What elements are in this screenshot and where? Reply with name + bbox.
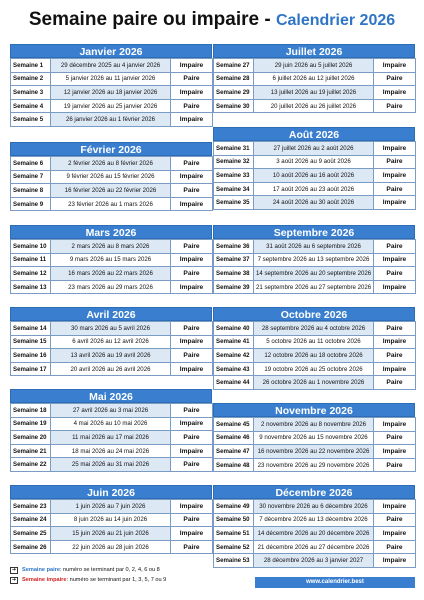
week-number: Semaine 35 bbox=[214, 196, 254, 210]
week-row bbox=[11, 240, 213, 254]
week-date-range: 15 juin 2026 au 21 juin 2026 bbox=[51, 527, 171, 541]
week-row bbox=[11, 267, 213, 281]
week-parity: Paire bbox=[171, 349, 213, 363]
arrow-icon: ➜ bbox=[11, 566, 17, 573]
week-number: Semaine 45 bbox=[214, 418, 254, 432]
week-date-range: 18 mai 2026 au 24 mai 2026 bbox=[51, 444, 171, 458]
week-number: Semaine 48 bbox=[214, 458, 254, 472]
week-parity: Impaire bbox=[171, 253, 213, 267]
week-number: Semaine 32 bbox=[214, 155, 254, 169]
week-date-range: 8 juin 2026 au 14 juin 2026 bbox=[51, 513, 171, 527]
week-parity: Paire bbox=[374, 72, 416, 86]
week-parity: Impaire bbox=[374, 142, 416, 156]
week-parity: Impaire bbox=[171, 197, 213, 211]
week-date-range: 23 février 2026 au 1 mars 2026 bbox=[51, 197, 171, 211]
legend-impaire-text: : numéro se terminant par 1, 3, 5, 7 ou 9 bbox=[66, 577, 167, 583]
week-date-range: 22 juin 2026 au 28 juin 2026 bbox=[51, 540, 171, 554]
week-parity: Impaire bbox=[374, 527, 416, 541]
week-parity: Impaire bbox=[374, 169, 416, 183]
week-number: Semaine 15 bbox=[11, 335, 51, 349]
week-table bbox=[10, 403, 213, 472]
week-table bbox=[10, 58, 213, 127]
week-date-range: 3 août 2026 au 9 août 2026 bbox=[254, 155, 374, 169]
week-row bbox=[214, 196, 416, 210]
legend-impaire-label: Semaine impaire bbox=[22, 577, 67, 583]
week-date-range: 9 mars 2026 au 15 mars 2026 bbox=[51, 253, 171, 267]
week-table bbox=[10, 321, 213, 376]
week-date-range: 30 mars 2026 au 5 avril 2026 bbox=[51, 322, 171, 336]
week-row bbox=[11, 322, 213, 336]
week-parity: Paire bbox=[374, 155, 416, 169]
legend-paire-text: : numéro se terminant par 0, 2, 4, 6 ou 8 bbox=[59, 567, 160, 573]
week-table bbox=[213, 321, 416, 390]
month-header: Juin 2026 bbox=[10, 485, 212, 499]
week-number: Semaine 26 bbox=[11, 540, 51, 554]
week-number: Semaine 11 bbox=[11, 253, 51, 267]
week-date-range: 24 août 2026 au 30 août 2026 bbox=[254, 196, 374, 210]
month-block bbox=[10, 225, 212, 294]
week-parity: Paire bbox=[171, 157, 213, 171]
week-number: Semaine 7 bbox=[11, 170, 51, 184]
week-row bbox=[214, 280, 416, 294]
week-parity: Paire bbox=[374, 376, 416, 390]
week-number: Semaine 4 bbox=[11, 99, 51, 113]
week-date-range: 10 août 2026 au 16 août 2026 bbox=[254, 169, 374, 183]
week-parity: Paire bbox=[374, 349, 416, 363]
week-parity: Impaire bbox=[171, 444, 213, 458]
week-row bbox=[214, 376, 416, 390]
week-parity: Impaire bbox=[374, 280, 416, 294]
week-number: Semaine 43 bbox=[214, 362, 254, 376]
week-row bbox=[11, 458, 213, 472]
week-number: Semaine 19 bbox=[11, 417, 51, 431]
week-row bbox=[11, 431, 213, 445]
week-number: Semaine 37 bbox=[214, 253, 254, 267]
month-header: Septembre 2026 bbox=[213, 225, 415, 239]
week-number: Semaine 47 bbox=[214, 445, 254, 459]
week-date-range: 12 janvier 2026 au 18 janvier 2026 bbox=[51, 86, 171, 100]
week-table bbox=[213, 417, 416, 472]
week-date-range: 23 mars 2026 au 29 mars 2026 bbox=[51, 280, 171, 294]
week-date-range: 20 juillet 2026 au 26 juillet 2026 bbox=[254, 99, 374, 113]
week-row bbox=[11, 500, 213, 514]
month-header: Août 2026 bbox=[213, 127, 415, 141]
month-block bbox=[213, 44, 415, 113]
week-row bbox=[11, 527, 213, 541]
week-number: Semaine 16 bbox=[11, 349, 51, 363]
week-row bbox=[11, 170, 213, 184]
week-row bbox=[214, 322, 416, 336]
week-number: Semaine 36 bbox=[214, 240, 254, 254]
month-block bbox=[213, 127, 415, 210]
week-parity: Paire bbox=[374, 540, 416, 554]
week-parity: Paire bbox=[171, 184, 213, 198]
week-number: Semaine 33 bbox=[214, 169, 254, 183]
legend-paire-label: Semaine paire bbox=[22, 567, 60, 573]
week-number: Semaine 18 bbox=[11, 404, 51, 418]
month-header: Juillet 2026 bbox=[213, 44, 415, 58]
month-block bbox=[10, 389, 212, 472]
week-parity: Paire bbox=[374, 458, 416, 472]
week-date-range: 2 novembre 2026 au 8 novembre 2026 bbox=[254, 418, 374, 432]
week-table bbox=[213, 141, 416, 210]
week-row bbox=[11, 540, 213, 554]
week-row bbox=[11, 197, 213, 211]
week-date-range: 29 décembre 2025 au 4 janvier 2026 bbox=[51, 59, 171, 73]
month-block bbox=[213, 403, 415, 472]
week-parity: Paire bbox=[374, 322, 416, 336]
week-date-range: 23 novembre 2026 au 29 novembre 2026 bbox=[254, 458, 374, 472]
week-number: Semaine 28 bbox=[214, 72, 254, 86]
week-number: Semaine 31 bbox=[214, 142, 254, 156]
title-sub: Calendrier 2026 bbox=[275, 12, 396, 29]
week-number: Semaine 27 bbox=[214, 59, 254, 73]
week-date-range: 2 mars 2026 au 8 mars 2026 bbox=[51, 240, 171, 254]
week-row bbox=[11, 72, 213, 86]
week-number: Semaine 24 bbox=[11, 513, 51, 527]
week-date-range: 7 décembre 2026 au 13 décembre 2026 bbox=[254, 513, 374, 527]
week-number: Semaine 30 bbox=[214, 99, 254, 113]
week-parity: Impaire bbox=[374, 362, 416, 376]
week-number: Semaine 17 bbox=[11, 362, 51, 376]
week-number: Semaine 12 bbox=[11, 267, 51, 281]
month-block bbox=[213, 225, 415, 294]
week-row bbox=[11, 417, 213, 431]
website-link[interactable]: www.calendrier.best bbox=[255, 577, 415, 588]
week-date-range: 16 mars 2026 au 22 mars 2026 bbox=[51, 267, 171, 281]
week-row bbox=[214, 142, 416, 156]
week-row bbox=[214, 253, 416, 267]
week-number: Semaine 3 bbox=[11, 86, 51, 100]
week-parity: Impaire bbox=[374, 335, 416, 349]
week-row bbox=[214, 182, 416, 196]
month-header: Février 2026 bbox=[10, 142, 212, 156]
week-row bbox=[214, 335, 416, 349]
week-date-range: 21 septembre 2026 au 27 septembre 2026 bbox=[254, 280, 374, 294]
week-number: Semaine 25 bbox=[11, 527, 51, 541]
month-header: Mai 2026 bbox=[10, 389, 212, 403]
week-number: Semaine 23 bbox=[11, 500, 51, 514]
week-row bbox=[11, 99, 213, 113]
week-date-range: 14 septembre 2026 au 20 septembre 2026 bbox=[254, 267, 374, 281]
week-number: Semaine 5 bbox=[11, 113, 51, 127]
week-table bbox=[10, 239, 213, 294]
week-row bbox=[214, 240, 416, 254]
week-number: Semaine 10 bbox=[11, 240, 51, 254]
week-parity: Paire bbox=[374, 240, 416, 254]
week-row bbox=[214, 527, 416, 541]
week-number: Semaine 53 bbox=[214, 554, 254, 568]
week-parity: Impaire bbox=[171, 280, 213, 294]
week-date-range: 7 septembre 2026 au 13 septembre 2026 bbox=[254, 253, 374, 267]
week-number: Semaine 46 bbox=[214, 431, 254, 445]
week-number: Semaine 38 bbox=[214, 267, 254, 281]
week-date-range: 12 octobre 2026 au 18 octobre 2026 bbox=[254, 349, 374, 363]
week-number: Semaine 14 bbox=[11, 322, 51, 336]
week-table bbox=[213, 58, 416, 113]
week-date-range: 20 avril 2026 au 26 avril 2026 bbox=[51, 362, 171, 376]
week-date-range: 2 février 2026 au 8 février 2026 bbox=[51, 157, 171, 171]
week-row bbox=[11, 349, 213, 363]
week-date-range: 6 avril 2026 au 12 avril 2026 bbox=[51, 335, 171, 349]
week-row bbox=[214, 445, 416, 459]
week-parity: Paire bbox=[171, 540, 213, 554]
week-date-range: 28 septembre 2026 au 4 octobre 2026 bbox=[254, 322, 374, 336]
week-row bbox=[214, 500, 416, 514]
week-parity: Impaire bbox=[171, 527, 213, 541]
week-date-range: 5 octobre 2026 au 11 octobre 2026 bbox=[254, 335, 374, 349]
week-row bbox=[214, 86, 416, 100]
week-parity: Impaire bbox=[171, 59, 213, 73]
week-parity: Paire bbox=[374, 431, 416, 445]
week-row bbox=[214, 540, 416, 554]
week-date-range: 5 janvier 2026 au 11 janvier 2026 bbox=[51, 72, 171, 86]
week-row bbox=[11, 404, 213, 418]
week-number: Semaine 41 bbox=[214, 335, 254, 349]
week-row bbox=[11, 444, 213, 458]
week-parity: Paire bbox=[171, 513, 213, 527]
week-parity: Impaire bbox=[374, 86, 416, 100]
week-parity: Impaire bbox=[171, 362, 213, 376]
week-date-range: 13 avril 2026 au 19 avril 2026 bbox=[51, 349, 171, 363]
week-number: Semaine 29 bbox=[214, 86, 254, 100]
week-parity: Impaire bbox=[374, 445, 416, 459]
week-row bbox=[11, 280, 213, 294]
month-block bbox=[10, 44, 212, 127]
week-row bbox=[214, 169, 416, 183]
month-header: Janvier 2026 bbox=[10, 44, 212, 58]
week-parity: Impaire bbox=[171, 417, 213, 431]
week-date-range: 17 août 2026 au 23 août 2026 bbox=[254, 182, 374, 196]
week-date-range: 19 janvier 2026 au 25 janvier 2026 bbox=[51, 99, 171, 113]
week-parity: Paire bbox=[374, 513, 416, 527]
week-number: Semaine 13 bbox=[11, 280, 51, 294]
legend-paire bbox=[10, 565, 166, 575]
week-number: Semaine 22 bbox=[11, 458, 51, 472]
week-parity: Impaire bbox=[374, 554, 416, 568]
week-date-range: 26 janvier 2026 au 1 février 2026 bbox=[51, 113, 171, 127]
week-row bbox=[11, 113, 213, 127]
week-number: Semaine 39 bbox=[214, 280, 254, 294]
week-row bbox=[214, 155, 416, 169]
week-row bbox=[214, 59, 416, 73]
month-block bbox=[10, 142, 212, 211]
week-number: Semaine 40 bbox=[214, 322, 254, 336]
week-parity: Paire bbox=[171, 404, 213, 418]
week-parity: Paire bbox=[374, 99, 416, 113]
week-parity: Paire bbox=[171, 99, 213, 113]
week-row bbox=[214, 349, 416, 363]
month-header: Octobre 2026 bbox=[213, 307, 415, 321]
week-parity: Paire bbox=[171, 267, 213, 281]
week-date-range: 29 juin 2026 au 5 juillet 2026 bbox=[254, 59, 374, 73]
week-parity: Impaire bbox=[374, 253, 416, 267]
month-header: Novembre 2026 bbox=[213, 403, 415, 417]
week-date-range: 9 février 2026 au 15 février 2026 bbox=[51, 170, 171, 184]
week-row bbox=[11, 157, 213, 171]
week-date-range: 16 février 2026 au 22 février 2026 bbox=[51, 184, 171, 198]
week-date-range: 1 juin 2026 au 7 juin 2026 bbox=[51, 500, 171, 514]
week-row bbox=[11, 184, 213, 198]
month-block bbox=[10, 307, 212, 376]
week-table bbox=[213, 499, 416, 568]
week-date-range: 27 juillet 2026 au 2 août 2026 bbox=[254, 142, 374, 156]
page-title bbox=[0, 8, 424, 33]
arrow-icon: ➜ bbox=[11, 576, 17, 583]
month-header: Mars 2026 bbox=[10, 225, 212, 239]
month-block bbox=[10, 485, 212, 554]
week-row bbox=[11, 362, 213, 376]
week-row bbox=[11, 335, 213, 349]
week-parity: Paire bbox=[171, 322, 213, 336]
week-table bbox=[10, 156, 213, 211]
week-number: Semaine 21 bbox=[11, 444, 51, 458]
week-row bbox=[214, 99, 416, 113]
week-number: Semaine 42 bbox=[214, 349, 254, 363]
week-parity: Paire bbox=[374, 267, 416, 281]
week-row bbox=[214, 72, 416, 86]
week-parity: Paire bbox=[171, 72, 213, 86]
week-parity: Paire bbox=[171, 431, 213, 445]
week-parity: Impaire bbox=[171, 170, 213, 184]
week-row bbox=[11, 513, 213, 527]
week-row bbox=[214, 362, 416, 376]
week-number: Semaine 20 bbox=[11, 431, 51, 445]
week-row bbox=[11, 86, 213, 100]
week-parity: Impaire bbox=[171, 113, 213, 127]
week-date-range: 14 décembre 2026 au 20 décembre 2026 bbox=[254, 527, 374, 541]
week-date-range: 27 avril 2026 au 3 mai 2026 bbox=[51, 404, 171, 418]
week-date-range: 21 décembre 2026 au 27 décembre 2026 bbox=[254, 540, 374, 554]
week-table bbox=[213, 239, 416, 294]
week-row bbox=[214, 418, 416, 432]
week-date-range: 9 novembre 2026 au 15 novembre 2026 bbox=[254, 431, 374, 445]
week-date-range: 30 novembre 2026 au 6 décembre 2026 bbox=[254, 500, 374, 514]
week-date-range: 16 novembre 2026 au 22 novembre 2026 bbox=[254, 445, 374, 459]
week-parity: Impaire bbox=[374, 196, 416, 210]
week-number: Semaine 52 bbox=[214, 540, 254, 554]
week-number: Semaine 50 bbox=[214, 513, 254, 527]
week-parity: Paire bbox=[171, 240, 213, 254]
week-number: Semaine 49 bbox=[214, 500, 254, 514]
week-row bbox=[214, 267, 416, 281]
week-parity: Impaire bbox=[171, 335, 213, 349]
week-number: Semaine 9 bbox=[11, 197, 51, 211]
legend-impaire bbox=[10, 575, 166, 585]
week-row bbox=[214, 513, 416, 527]
week-parity: Impaire bbox=[171, 86, 213, 100]
week-date-range: 13 juillet 2026 au 19 juillet 2026 bbox=[254, 86, 374, 100]
week-row bbox=[214, 458, 416, 472]
title-main: Semaine paire ou impaire - bbox=[28, 9, 276, 30]
week-number: Semaine 44 bbox=[214, 376, 254, 390]
month-block bbox=[213, 485, 415, 568]
week-row bbox=[11, 253, 213, 267]
week-number: Semaine 51 bbox=[214, 527, 254, 541]
week-number: Semaine 1 bbox=[11, 59, 51, 73]
week-number: Semaine 34 bbox=[214, 182, 254, 196]
week-date-range: 28 décembre 2026 au 3 janvier 2027 bbox=[254, 554, 374, 568]
legend bbox=[10, 565, 166, 585]
week-parity: Impaire bbox=[374, 59, 416, 73]
week-parity: Impaire bbox=[171, 500, 213, 514]
month-block bbox=[213, 307, 415, 390]
week-date-range: 19 octobre 2026 au 25 octobre 2026 bbox=[254, 362, 374, 376]
week-date-range: 31 août 2026 au 6 septembre 2026 bbox=[254, 240, 374, 254]
week-date-range: 25 mai 2026 au 31 mai 2026 bbox=[51, 458, 171, 472]
week-parity: Impaire bbox=[374, 500, 416, 514]
week-row bbox=[11, 59, 213, 73]
week-date-range: 11 mai 2026 au 17 mai 2026 bbox=[51, 431, 171, 445]
week-row bbox=[214, 554, 416, 568]
week-date-range: 4 mai 2026 au 10 mai 2026 bbox=[51, 417, 171, 431]
week-date-range: 26 octobre 2026 au 1 novembre 2026 bbox=[254, 376, 374, 390]
week-date-range: 6 juillet 2026 au 12 juillet 2026 bbox=[254, 72, 374, 86]
week-parity: Impaire bbox=[374, 418, 416, 432]
week-number: Semaine 8 bbox=[11, 184, 51, 198]
week-number: Semaine 6 bbox=[11, 157, 51, 171]
week-row bbox=[214, 431, 416, 445]
month-header: Avril 2026 bbox=[10, 307, 212, 321]
week-number: Semaine 2 bbox=[11, 72, 51, 86]
week-table bbox=[10, 499, 213, 554]
month-header: Décembre 2026 bbox=[213, 485, 415, 499]
week-parity: Paire bbox=[374, 182, 416, 196]
week-parity: Paire bbox=[171, 458, 213, 472]
